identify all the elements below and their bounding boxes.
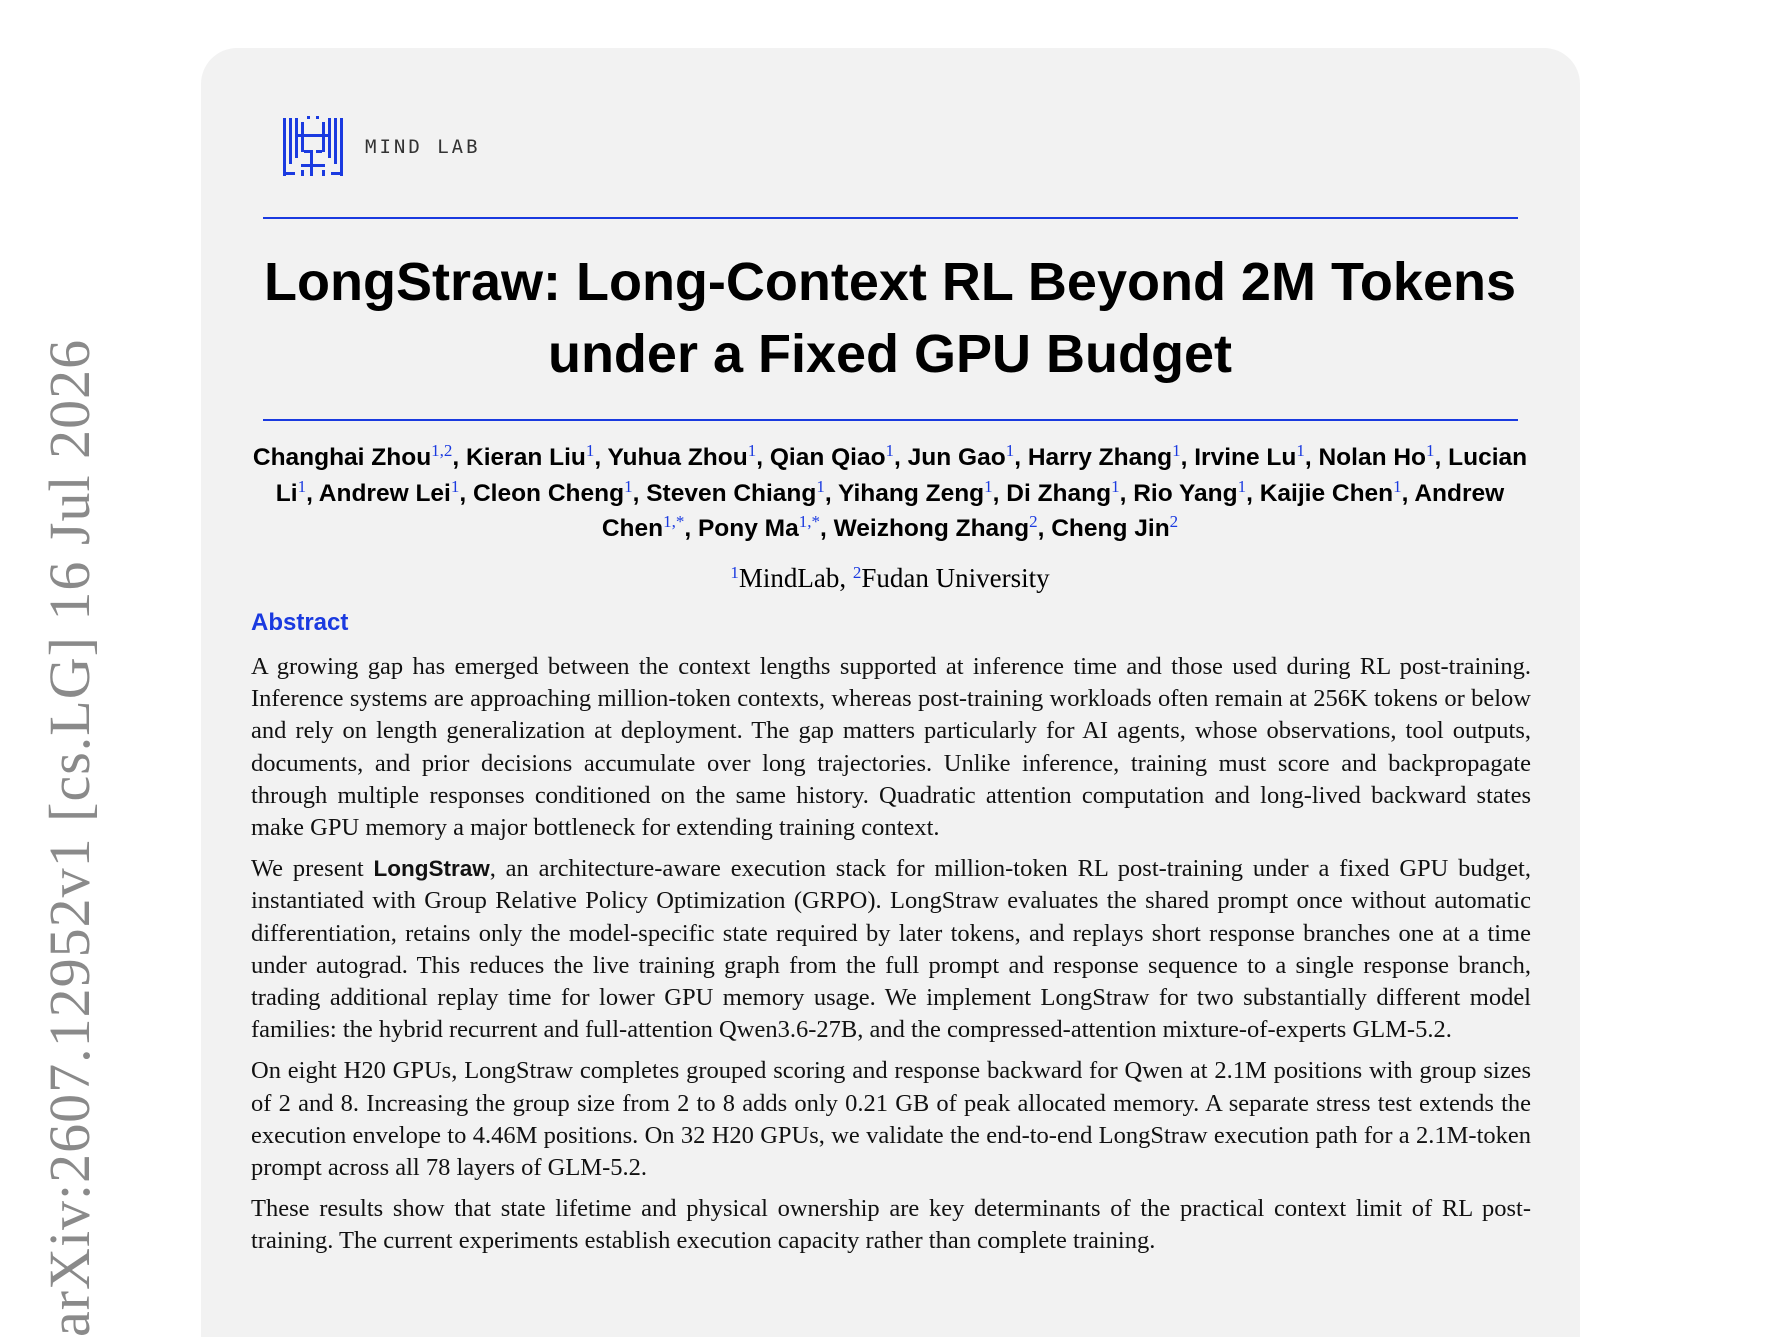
author — [1194, 441, 1305, 471]
abstract-body — [251, 651, 1531, 1267]
author-affiliation-mark[interactable]: 1 — [1005, 441, 1015, 460]
author-name: Jun Gao — [907, 444, 1006, 471]
author — [472, 476, 633, 507]
author-name: Cheng Jin — [1051, 515, 1170, 542]
author — [833, 512, 1038, 542]
author-affiliation-mark[interactable]: 1 — [885, 441, 895, 460]
affiliation-name: MindLab — [738, 563, 840, 593]
affiliation-name: Fudan University — [861, 563, 1050, 593]
author-name: Pony Ma — [697, 515, 799, 542]
author-name: Yihang Zeng — [838, 479, 985, 507]
author-affiliation-mark[interactable]: 1 — [624, 476, 633, 496]
author — [769, 441, 895, 471]
abstract-paragraph-3: On eight H20 GPUs, LongStraw completes grouped scoring and response backward for Qwen at 2.1M positions with group sizes of 2 and 8. Increasing the group size from 2 to 8 adds only 0.21 GB of peak allocated memory. A separate stress test extends the execution envelope to 4.46M positions. On 32 H20 GPUs, we validate the end-to-end LongStraw execution path for a 2.1M-token prompt across all 78 layers of GLM-5.2. — [251, 1057, 1531, 1182]
author-name: Andrew Chen — [601, 479, 1505, 542]
abstract-heading: Abstract — [251, 609, 349, 636]
author — [907, 441, 1015, 471]
author-name: Kaijie Chen — [1259, 479, 1394, 507]
author — [1006, 476, 1120, 507]
author-affiliation-mark[interactable]: 2 — [1169, 512, 1179, 531]
affiliation-mark: 1 — [730, 563, 739, 582]
author-name: Rio Yang — [1133, 479, 1238, 507]
author-affiliation-mark[interactable]: 1 — [1296, 441, 1305, 460]
affiliations: $^1$MindLab, $^2$Fudan University — [730, 563, 1050, 593]
author-affiliation-mark[interactable]: 1 — [297, 476, 307, 496]
affiliation-mark: 2 — [852, 563, 862, 582]
title-bottom-rule — [263, 419, 1518, 421]
title-top-rule — [263, 217, 1518, 219]
logo-text: MIND LAB — [365, 136, 481, 158]
author-affiliation-mark[interactable]: 1 — [1426, 441, 1435, 460]
author — [838, 476, 993, 507]
author-name: Lucian Li — [275, 444, 1528, 507]
author-name: Irvine Lu — [1194, 444, 1297, 471]
author-name: Cleon Cheng — [472, 479, 625, 507]
abstract-p2-rest: , an architecture-aware execution stack for million-token RL post-training under a fixed GPU budget, instantiated with Group Relative Policy Optimization (GRPO). LongStraw evaluates the shared prompt once without automatic differentiation, retains only the model-specific state required by later tokens, and replays short response branches one at a time under autograd. This reduces the live training graph from the full prompt and response sequence to a single response branch, trading additional replay time for lower GPU memory usage. We implement LongStraw for two substantially different model families: the hybrid recurrent and full-attention Qwen3.6-27B, and the compressed-attention mixture-of-experts GLM-5.2. — [251, 855, 1531, 1044]
author-affiliation-mark[interactable]: 1,* — [798, 512, 820, 531]
author-name: Nolan Ho — [1318, 444, 1427, 471]
author-affiliation-mark[interactable]: 1 — [984, 476, 993, 496]
author-affiliation-mark[interactable]: 1 — [1237, 476, 1247, 496]
author-name: Qian Qiao — [769, 444, 886, 471]
author-name: Yuhua Zhou — [607, 444, 748, 471]
author-affiliation-mark[interactable]: 1 — [1172, 441, 1181, 460]
abstract-paragraph-2 — [251, 853, 1531, 1046]
author-name: Andrew Lei — [318, 479, 451, 507]
author-affiliation-mark[interactable]: 1 — [816, 476, 825, 496]
title-line-2: under a Fixed GPU Budget — [547, 324, 1233, 384]
author-list: Changhai Zhou$^{1,2}$, Kieran Liu$^1$, Yuhua Zhou$^1$, Qian Qiao$^1$, Jun Gao$^1$, Harry Zhang$^1$, Irvine Lu$^1$, Nolan Ho$^1$, Lucian Li$^1$, Andrew Lei$^1$, Cleon Cheng$^1$, Steven Chiang$^1$, Yihang Zeng$^1$, Di Zhang$^1$, Rio Yang$^1$, Kaijie Chen$^1$, Andrew Chen$^{1,*}$, Pony $Ma^{1,*}$, Weizhong Zhang$^2$, Cheng Jin$^2$ — [252, 441, 1528, 542]
arxiv-identifier-stamp[interactable]: arXiv:2607.12952v1 [cs.LG] 16 Jul 2026 — [37, 338, 102, 1337]
author-affiliation-mark[interactable]: 1,* — [663, 512, 685, 531]
author — [466, 441, 595, 471]
author-affiliation-mark[interactable]: 1,2 — [431, 441, 453, 460]
author-name: Kieran Liu — [466, 444, 586, 471]
author-affiliation-mark[interactable]: 1 — [450, 476, 460, 496]
method-name: LongStraw — [373, 856, 490, 882]
author — [1051, 512, 1179, 542]
paper-title — [230, 246, 1550, 390]
author-name: Harry Zhang — [1027, 444, 1173, 471]
author-name: Changhai Zhou — [252, 444, 432, 471]
author-name: Steven Chiang — [646, 479, 817, 507]
abstract-paragraph-1: A growing gap has emerged between the context lengths supported at inference time and those used during RL post-training. Inference systems are approaching million-token contexts, whereas post-training workloads often remain at 256K tokens or below and rely on length generalization at deployment. The gap matters particularly for AI agents, whose observations, tool outputs, documents, and prior decisions accumulate over long trajectories. Unlike inference, training must score and backpropagate through multiple responses conditioned on the same history. Quadratic attention computation and long-lived backward states make GPU memory a major bottleneck for extending training context. — [251, 653, 1531, 842]
author — [1318, 441, 1435, 471]
author — [1133, 476, 1247, 507]
abstract-p2-prefix: We present — [251, 855, 374, 883]
abstract-paragraph-4: These results show that state lifetime and physical ownership are key determinants of the practical context limit of RL post-training. The current experiments establish execution capacity rather than complete training. — [251, 1195, 1531, 1255]
author-affiliation-mark[interactable]: 1 — [747, 441, 757, 460]
author-name: Weizhong Zhang — [833, 515, 1030, 542]
author — [607, 441, 757, 471]
author — [1259, 476, 1402, 507]
author-affiliation-mark[interactable]: 2 — [1029, 512, 1038, 531]
author-affiliation-mark[interactable]: 1 — [1111, 476, 1120, 496]
mindlab-logo-icon — [280, 114, 346, 180]
author — [1027, 441, 1181, 471]
author-affiliation-mark[interactable]: 1 — [585, 441, 595, 460]
mindlab-logo — [280, 114, 481, 180]
author — [252, 441, 453, 471]
author — [646, 476, 825, 507]
author — [318, 476, 460, 507]
title-line-1: LongStraw: Long-Context RL Beyond 2M Tokens — [264, 252, 1516, 312]
author — [697, 512, 820, 542]
author-name: Di Zhang — [1006, 479, 1112, 507]
author-affiliation-mark[interactable]: 1 — [1393, 476, 1402, 496]
